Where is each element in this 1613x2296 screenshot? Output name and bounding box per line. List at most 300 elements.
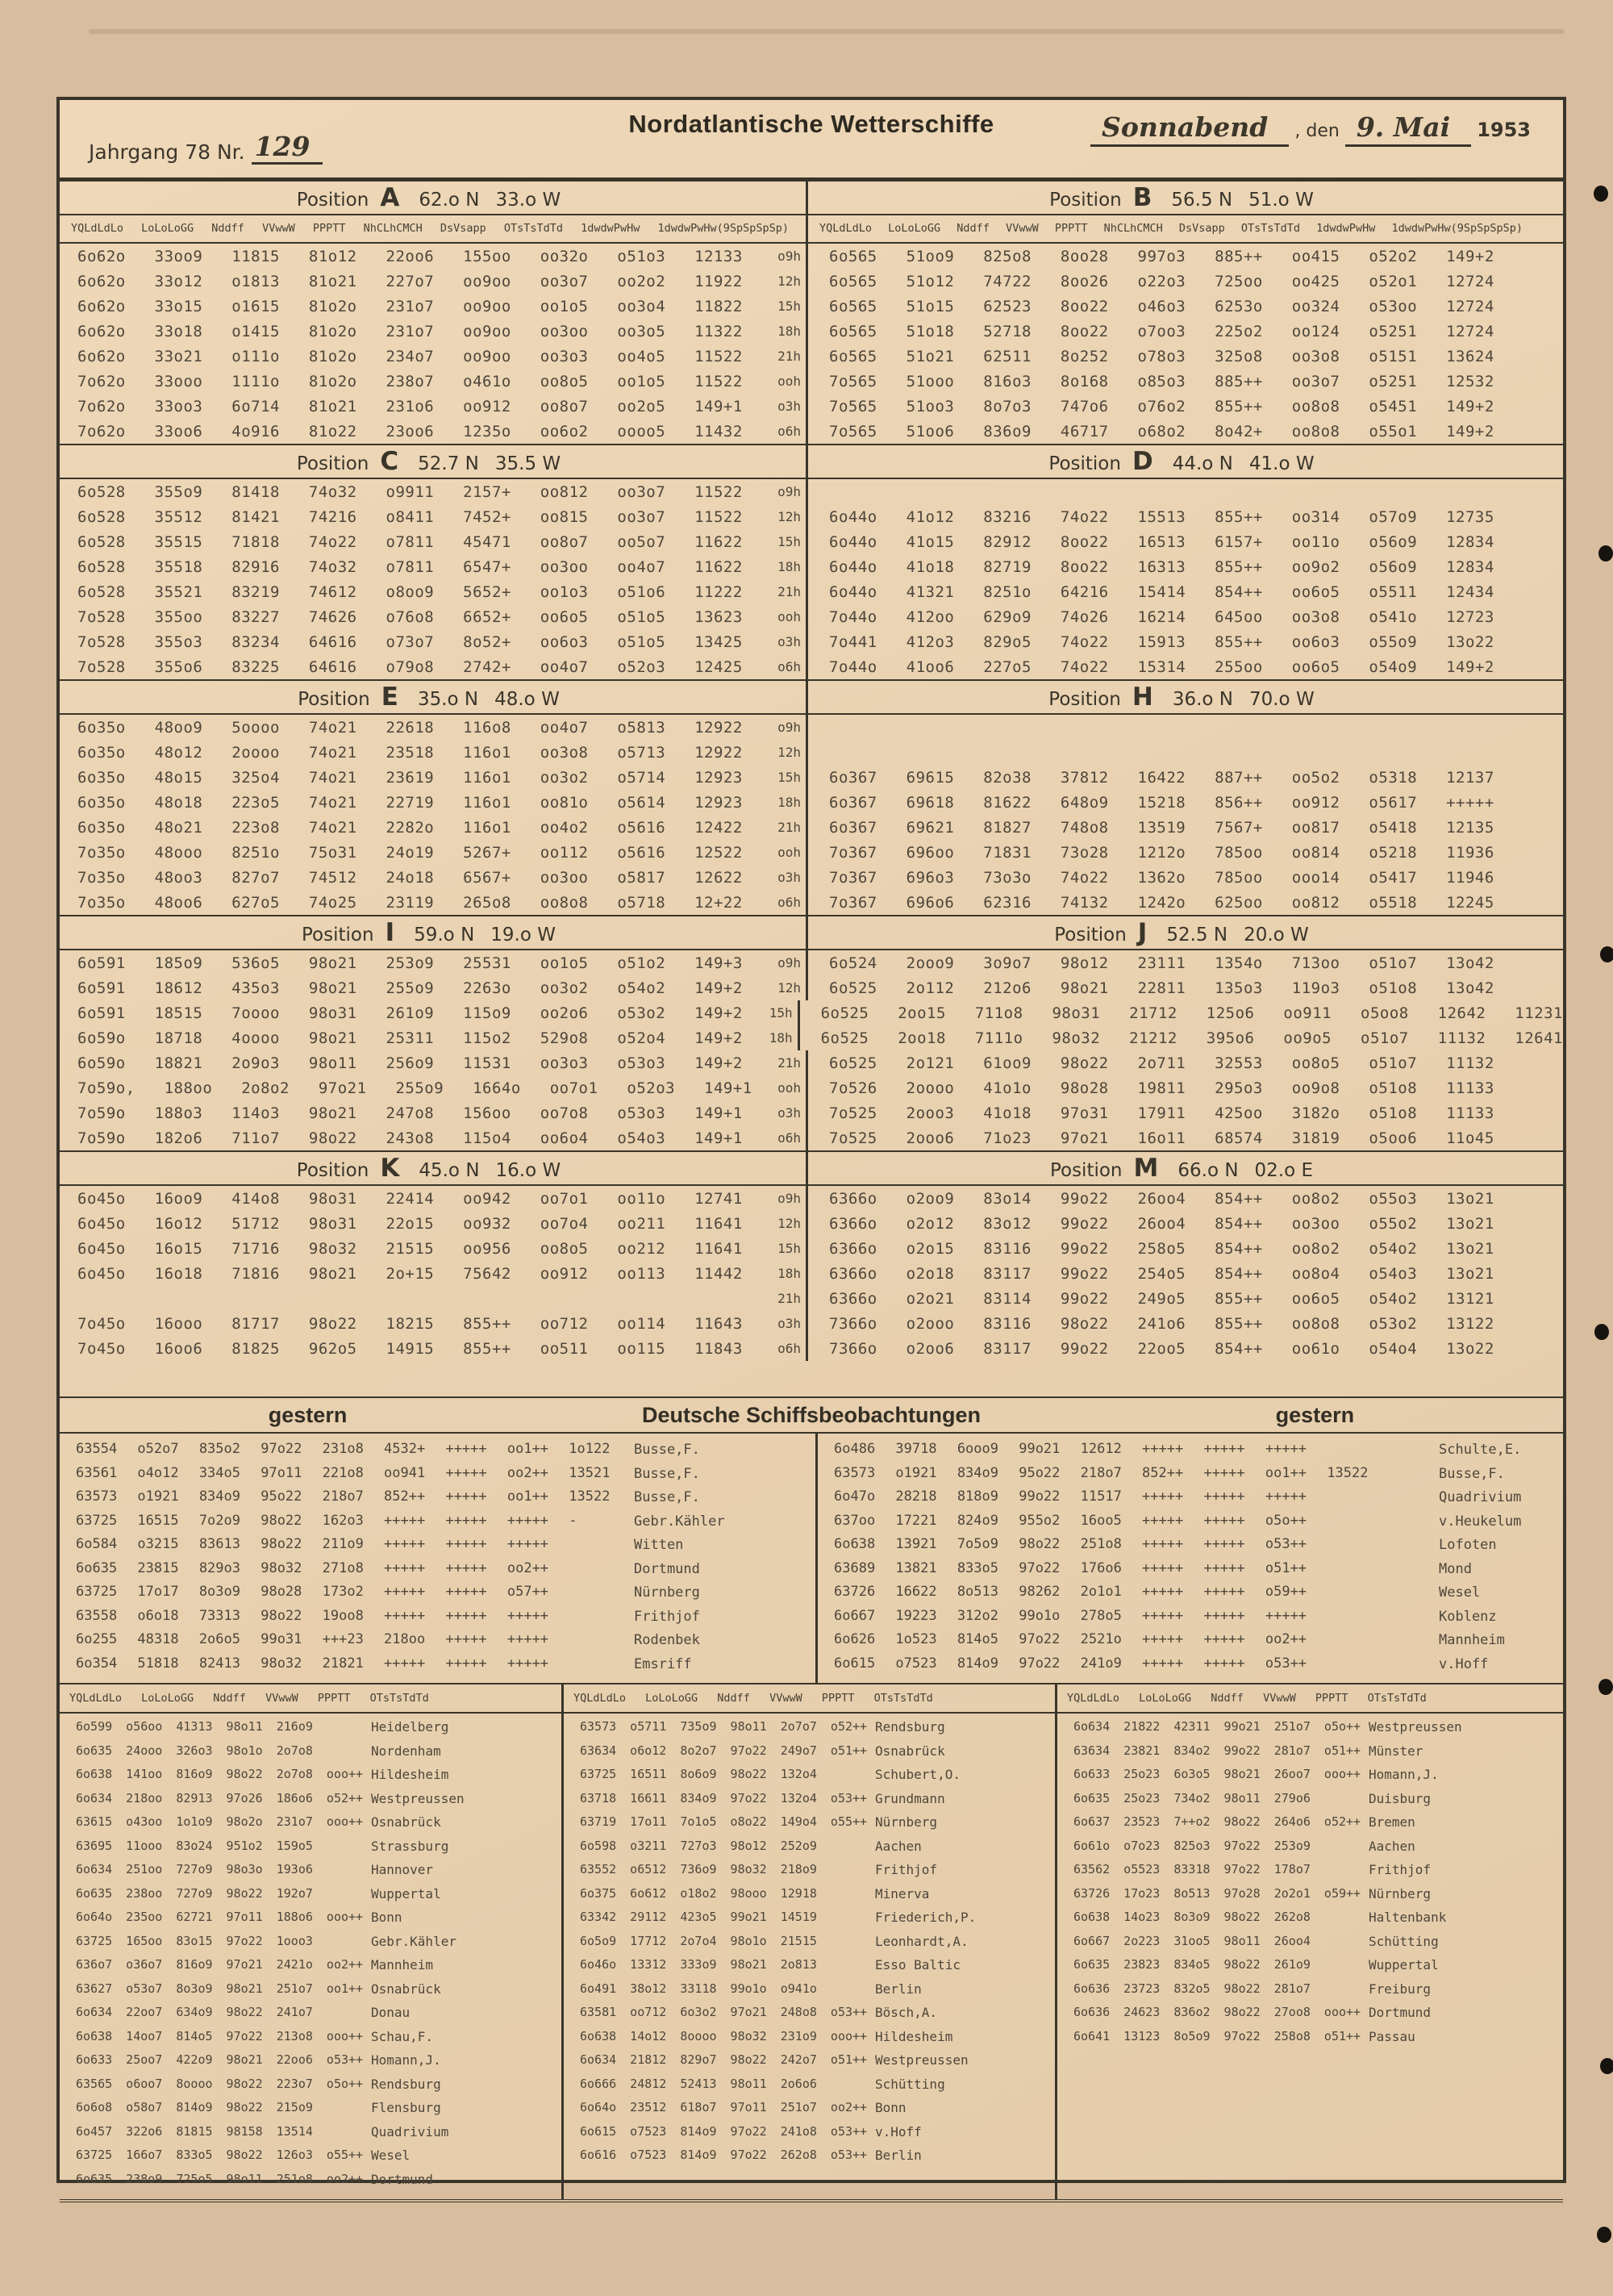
hour-label: 18h <box>777 795 801 810</box>
synop-code-right: 6o525 2o112 212o6 98o21 22811 135o3 119o3 o51o8 13o42 <box>829 979 1494 997</box>
left-observation-cell <box>60 1000 798 1025</box>
ship-observation-row <box>1057 1907 1563 1931</box>
ship-synop-code: 63695 11ooo 83o24 951o2 159o5 <box>76 1838 313 1853</box>
ship-observation-row <box>60 1510 815 1534</box>
ship-synop-code: 63634 23821 834o2 99o22 281o7 o51++ <box>1073 1743 1361 1758</box>
observation-row <box>60 479 1563 504</box>
synop-code-left: 6o591 18612 435o3 98o21 255o9 2263o oo3o2 o54o2 149+2 <box>77 979 743 997</box>
left-observation-cell <box>60 479 806 504</box>
left-observation-cell <box>60 840 806 865</box>
ship-name: Emsriff <box>634 1655 692 1672</box>
ship-synop-code: 63634 o6o12 8o2o7 97o22 249o7 o51++ <box>580 1743 868 1758</box>
station-letter: K <box>380 1154 400 1183</box>
right-observation-cell <box>806 554 1563 579</box>
ship-observation-row <box>60 1605 815 1630</box>
right-observation-cell <box>806 1100 1563 1125</box>
hour-label: o9h <box>777 248 801 264</box>
synop-code-right: 7o565 51oo3 8o7o3 747o6 o76o2 855++ oo8o8 o5451 149+2 <box>829 397 1494 415</box>
position-header-row <box>60 915 1563 950</box>
ship-synop-code: 6o47o 28218 818o9 99o22 11517 +++++ +++++ +++++ <box>834 1488 1307 1505</box>
ship-name: Münster <box>1369 1743 1423 1759</box>
ship-synop-code: 6o615 o7523 814o9 97o22 241o9 +++++ +++++ o53++ <box>834 1655 1307 1672</box>
left-observation-cell <box>60 394 806 419</box>
position-header <box>806 681 1563 713</box>
synop-code-left: 6o528 35512 81421 74216 o8411 7452+ oo815 oo3o7 11522 <box>77 507 743 526</box>
ship-synop-code: 6o636 23723 832o5 98o22 281o7 <box>1073 1981 1311 1996</box>
synop-code-right: 6o565 51o21 62511 8o252 o78o3 325o8 oo3o8 o5151 13624 <box>829 347 1494 365</box>
column-header: YQLdLdLo LoLoLoGG Nddff VVwwW PPPTT OTsTsTdTd <box>561 1684 1055 1712</box>
station-longitude: 33.o W <box>495 190 561 211</box>
observation-row <box>60 1186 1563 1211</box>
synop-code-right: 6o44o 41o18 82719 8oo22 16313 855++ oo9o2 o56o9 12834 <box>829 557 1494 576</box>
left-observation-cell <box>60 715 806 740</box>
right-observation-cell <box>806 765 1563 790</box>
synop-code-right: 6o525 2oo18 7111o 98o32 21212 395o6 oo9o5 o51o7 11132 12641 <box>820 1029 1563 1047</box>
ship-observation-row <box>60 2169 561 2194</box>
ship-observation-row <box>60 1581 815 1605</box>
ship-synop-code: 6o633 25o23 6o3o5 98o21 26oo7 ooo++ <box>1073 1767 1361 1781</box>
ship-observation-row <box>564 1812 1055 1836</box>
left-observation-cell <box>60 269 806 294</box>
ship-synop-code: 63725 16515 7o2o9 98o22 162o3 +++++ +++++ +++++ - <box>76 1512 577 1529</box>
hour-label: 15h <box>777 298 801 314</box>
synop-code-left: 6o35o 48o15 325o4 74o21 23619 116o1 oo3o2 o5714 12923 <box>77 768 743 787</box>
ship-name: Schütting <box>1369 1933 1439 1949</box>
ship-name: Hildesheim <box>875 2028 953 2044</box>
station-longitude: 48.o W <box>494 689 560 710</box>
ship-synop-code: 63719 17o11 7o1o5 o8o22 149o4 o55++ <box>580 1814 868 1829</box>
ship-observation-row <box>60 1717 561 1741</box>
observation-row <box>60 1100 1563 1125</box>
right-observation-cell <box>806 815 1563 840</box>
observation-row <box>60 1125 1563 1150</box>
ship-observation-row <box>60 1463 815 1487</box>
left-observation-cell <box>60 294 806 319</box>
ship-name: Schau,F. <box>371 2028 434 2044</box>
ship-synop-code: 6o599 o56oo 41313 98o11 216o9 <box>76 1719 313 1734</box>
ship-observation-row <box>1057 2027 1563 2051</box>
right-observation-cell <box>806 790 1563 815</box>
ship-name: Leonhardt,A. <box>875 1933 969 1949</box>
ship-synop-code: 6o641 13123 8o5o9 97o22 258o8 o51++ <box>1073 2028 1361 2043</box>
ship-observation-row <box>564 2074 1055 2098</box>
observation-row <box>60 244 1563 269</box>
position-header <box>806 445 1563 478</box>
observation-row <box>60 715 1563 740</box>
observation-row <box>60 1025 1563 1050</box>
ship-observation-row <box>60 1534 815 1558</box>
station-letter: M <box>1133 1154 1159 1183</box>
ship-observation-row <box>818 1486 1563 1510</box>
observation-row <box>60 554 1563 579</box>
ship-observation-row <box>60 1979 561 2003</box>
ship-observation-row <box>1057 1764 1563 1789</box>
hour-label: 15h <box>777 534 801 549</box>
synop-code-right: 7o367 696o6 62316 74132 1242o 625oo oo812 o5518 12245 <box>829 893 1494 912</box>
gestern-label-left: gestern <box>268 1403 348 1427</box>
ship-name: Passau <box>1369 2028 1415 2044</box>
ship-synop-code: 6o616 o7523 814o9 97o22 262o8 o53++ <box>580 2148 868 2162</box>
ship-synop-code: 63725 16511 8o6o9 98o22 132o4 <box>580 1767 817 1781</box>
station-longitude: 35.5 W <box>494 453 561 474</box>
ship-name: Heidelberg <box>371 1719 449 1735</box>
ship-synop-code: 6o635 24ooo 326o3 98o1o 2o7o8 <box>76 1743 313 1758</box>
hour-label: o9h <box>777 720 801 735</box>
station-letter: C <box>380 447 399 476</box>
left-observation-cell <box>60 1075 806 1100</box>
observation-row <box>60 654 1563 679</box>
synop-code-left: 6o591 185o9 536o5 98o21 253o9 25531 oo1o5 o51o2 149+3 <box>77 954 743 972</box>
synop-code-left: 7o59o 182o6 711o7 98o22 243o8 115o4 oo6o4 o54o3 149+1 <box>77 1129 743 1147</box>
ship-name: Quadrivium <box>1439 1489 1522 1505</box>
scan-dot <box>1600 2058 1613 2074</box>
ship-synop-code: 63561 o4o12 334o5 97o11 221o8 oo941 +++++ oo2++ 13521 <box>76 1464 611 1481</box>
ship-observation-row <box>60 1558 815 1582</box>
ship-observation-row <box>60 1931 561 1956</box>
hour-label: 12h <box>777 273 801 289</box>
ship-observation-row <box>564 1789 1055 1813</box>
scan-dot <box>1597 2227 1611 2243</box>
ship-observation-row <box>1057 1741 1563 1765</box>
hour-label: o3h <box>777 870 801 885</box>
ship-synop-code: 6o633 25oo7 422o9 98o21 22oo6 o53++ <box>76 2052 364 2067</box>
hour-label: o6h <box>777 659 801 674</box>
position-header <box>60 182 806 214</box>
synop-code-right: 6o367 69615 82o38 37812 16422 887++ oo5o2 o5318 12137 <box>829 768 1494 787</box>
ship-observation-row <box>564 1884 1055 1908</box>
hour-label: o3h <box>777 634 801 649</box>
right-observation-cell <box>806 269 1563 294</box>
bottom-column-2 <box>561 1714 1055 2199</box>
left-observation-cell <box>60 1311 806 1336</box>
position-label: Position <box>298 689 370 710</box>
ship-observation-row <box>818 1653 1563 1677</box>
left-observation-cell <box>60 890 806 915</box>
ship-observation-row <box>564 2027 1055 2051</box>
hour-label: o6h <box>777 424 801 439</box>
right-observation-cell <box>798 1000 1563 1025</box>
left-observation-cell <box>60 865 806 890</box>
observation-row <box>60 1336 1563 1361</box>
left-observation-cell <box>60 1050 806 1075</box>
ship-name: Busse,F. <box>634 1465 700 1482</box>
synop-code-left: 7o59o 188o3 114o3 98o21 247o8 156oo oo7o8 o53o3 149+1 <box>77 1104 743 1122</box>
ship-name: Gebr.Kähler <box>634 1513 725 1530</box>
ship-observation-row <box>1057 1717 1563 1741</box>
ship-synop-code: 6o666 24812 52413 98o11 2o6o6 <box>580 2076 817 2091</box>
position-label: Position <box>296 190 369 211</box>
observation-row <box>60 840 1563 865</box>
hour-label: o9h <box>777 1191 801 1206</box>
synop-code-right: 6366o o2o21 83114 99o22 249o5 855++ oo6o5 o54o2 13121 <box>829 1289 1494 1308</box>
observation-row <box>60 1211 1563 1236</box>
station-section <box>60 915 1563 1150</box>
ship-observation-row <box>1057 1931 1563 1956</box>
sheet-header <box>60 100 1563 180</box>
ship-name: Bonn <box>371 1910 402 1925</box>
ship-synop-code: 63615 o43oo 1o1o9 98o2o 231o7 ooo++ <box>76 1814 364 1829</box>
ship-name: Mond <box>1439 1560 1472 1577</box>
ship-synop-code: 63562 o5523 83318 97o22 178o7 <box>1073 1862 1311 1876</box>
right-observation-cell <box>806 1211 1563 1236</box>
ship-synop-code: 63558 o6o18 73313 98o22 19oo8 +++++ +++++ +++++ <box>76 1607 549 1624</box>
ship-observation-row <box>564 1955 1055 1979</box>
hour-label: 12h <box>777 980 801 996</box>
weather-report-sheet <box>56 97 1566 2187</box>
right-observation-cell <box>806 715 1563 740</box>
left-observation-cell <box>60 765 806 790</box>
synop-code-left: 6o62o 33o12 o1813 81o21 227o7 oo9oo oo3o7 oo2o2 11922 <box>77 272 743 290</box>
ship-synop-code: 6o491 38o12 33118 99o1o o941o <box>580 1981 817 1996</box>
observation-row <box>60 1261 1563 1286</box>
jahrgang-label: Jahrgang 78 Nr. <box>89 140 245 164</box>
ship-observation-row <box>60 1741 561 1765</box>
synop-code-left: 7o59o, 188oo 2o8o2 97o21 255o9 1664o oo7o1 o52o3 149+1 <box>77 1079 752 1097</box>
ship-synop-code: 63573 o1921 834o9 95o22 218o7 852++ +++++ oo1++ 13522 <box>76 1488 611 1505</box>
station-latitude: 62.o N <box>419 190 480 211</box>
ship-observation-row <box>60 1486 815 1510</box>
ship-synop-code: 63725 165oo 83o15 97o22 1ooo3 <box>76 1933 313 1948</box>
column-header-row <box>60 215 1563 244</box>
ship-name: v.Hoff <box>1439 1655 1489 1672</box>
ship-synop-code: 63552 o6512 736o9 98o32 218o9 <box>580 1862 817 1876</box>
ship-observations-right <box>815 1434 1563 1683</box>
ship-synop-code: 6o598 o3211 727o3 98o12 252o9 <box>580 1838 817 1853</box>
ship-synop-code: 63627 o53o7 8o3o9 98o21 251o7 oo1++ <box>76 1981 364 1996</box>
ship-synop-code: 6o6o8 o58o7 814o9 98o22 215o9 <box>76 2100 313 2114</box>
observation-row <box>60 1050 1563 1075</box>
ship-name: Busse,F. <box>634 1489 700 1505</box>
ship-observation-row <box>1057 1812 1563 1836</box>
position-label: Position <box>1054 925 1127 946</box>
ship-synop-code: 6o636 24623 836o2 98o22 27oo8 ooo++ <box>1073 2005 1361 2019</box>
ship-name: Nürnberg <box>1369 1885 1432 1902</box>
synop-code-right: 6o44o 41o15 82912 8oo22 16513 6157+ oo11o o56o9 12834 <box>829 532 1494 551</box>
synop-code-right: 6366o o2o15 83116 99o22 258o5 854++ oo8o2 o54o2 13o21 <box>829 1239 1494 1258</box>
ship-name: Strassburg <box>371 1838 449 1854</box>
observation-row <box>60 865 1563 890</box>
ship-observation-row <box>1057 1860 1563 1884</box>
observation-row <box>60 319 1563 344</box>
ship-observation-row <box>1057 2002 1563 2027</box>
ship-synop-code: 6o255 48318 2o6o5 99o31 +++23 218oo +++++ +++++ <box>76 1631 549 1647</box>
left-observation-cell <box>60 740 806 765</box>
right-observation-cell <box>806 1286 1563 1311</box>
left-observation-cell <box>60 244 806 269</box>
ship-synop-code: 63725 166o7 833o5 98o22 126o3 o55++ <box>76 2148 364 2162</box>
right-observation-cell <box>806 579 1563 604</box>
ship-observations <box>60 1434 1563 1684</box>
right-observation-cell <box>806 394 1563 419</box>
ship-name: Esso Baltic <box>875 1957 961 1972</box>
ship-name: Bonn <box>875 2100 907 2115</box>
column-header: YQLdLdLo LoLoLoGG Nddff VVwwW PPPTT NhCLhCMCH DsVsapp OTsTsTdTd 1dwdwPwHw 1dwdwPwHw(9SpSpSpSp) <box>71 222 790 235</box>
ship-observation-row <box>818 1629 1563 1653</box>
synop-code-right: 7o565 51oo6 836o9 46717 o68o2 8o42+ oo8o8 o55o1 149+2 <box>829 422 1494 440</box>
ship-observation-row <box>564 2050 1055 2074</box>
ship-synop-code: 6o5o9 17712 2o7o4 98o1o 21515 <box>580 1933 817 1948</box>
observation-row <box>60 790 1563 815</box>
ship-observation-row <box>564 1979 1055 2003</box>
station-letter: J <box>1137 918 1148 947</box>
hour-label: ooh <box>777 845 801 860</box>
ship-synop-code: 63581 oo712 6o3o2 97o21 248o8 o53++ <box>580 2005 868 2019</box>
left-observation-cell <box>60 815 806 840</box>
right-observation-cell <box>806 1311 1563 1336</box>
station-letter: H <box>1132 683 1153 712</box>
ship-name: Rendsburg <box>875 1719 945 1735</box>
ship-name: Berlin <box>875 1981 922 1997</box>
synop-code-left: 6o45o 16o18 71816 98o21 2o+15 75642 oo912 oo113 11442 <box>77 1264 743 1283</box>
left-observation-cell <box>60 1286 806 1311</box>
hour-label: ooh <box>777 609 801 624</box>
right-observation-cell <box>806 1261 1563 1286</box>
ship-synop-code: 6o635 238o9 725o5 98o11 251o8 oo2++ <box>76 2171 364 2186</box>
gestern-band <box>60 1396 1563 1434</box>
observation-row <box>60 344 1563 369</box>
ship-name: Osnabrück <box>371 1981 441 1997</box>
right-observation-cell <box>806 840 1563 865</box>
position-header <box>60 445 806 478</box>
left-observation-cell <box>60 629 806 654</box>
ship-name: Busse,F. <box>1439 1465 1505 1482</box>
ship-synop-code: 63718 16611 834o9 97o22 132o4 o53++ <box>580 1790 868 1805</box>
observation-row <box>60 504 1563 529</box>
left-observation-cell <box>60 790 806 815</box>
left-observation-cell <box>60 319 806 344</box>
ship-synop-code: 6o354 51818 82413 98o32 21821 +++++ +++++ +++++ <box>76 1655 549 1672</box>
schiffsbeobachtungen-label: Deutsche Schiffsbeobachtungen <box>641 1403 982 1427</box>
synop-code-left: 6o35o 48o21 223o8 74o21 2282o 116o1 oo4o2 o5616 12422 <box>77 818 743 837</box>
right-observation-cell <box>806 890 1563 915</box>
ship-synop-code: 6o635 238oo 727o9 98o22 192o7 <box>76 1885 313 1901</box>
right-observation-cell <box>806 244 1563 269</box>
synop-code-right: 7o44o 41oo6 227o5 74o22 15314 255oo oo6o5 o54o9 149+2 <box>829 657 1494 676</box>
synop-code-right: 6o525 2oo15 711o8 98o31 21712 125o6 oo911 o5oo8 12642 11231 <box>820 1004 1563 1022</box>
ship-synop-code: 63725 17o17 8o3o9 98o28 173o2 +++++ +++++ o57++ <box>76 1584 549 1600</box>
station-latitude: 59.o N <box>414 925 475 946</box>
ship-observation-row <box>60 1907 561 1931</box>
synop-code-left: 7o528 355oo 83227 74626 o76o8 6652+ oo6o5 o51o5 13623 <box>77 607 743 626</box>
hour-label: 18h <box>777 324 801 339</box>
ship-observation-row <box>564 1741 1055 1765</box>
observation-row <box>60 1075 1563 1100</box>
position-label: Position <box>1049 1160 1123 1181</box>
ship-synop-code: 63554 o52o7 835o2 97o22 231o8 4532+ +++++ oo1++ 1o122 <box>76 1441 611 1457</box>
right-observation-cell <box>806 369 1563 394</box>
station-section <box>60 679 1563 915</box>
left-observation-cell <box>60 344 806 369</box>
ship-synop-code: 6o634 21812 829o7 98o22 242o7 o51++ <box>580 2052 868 2067</box>
station-latitude: 36.o N <box>1172 689 1233 710</box>
ship-name: Nürnberg <box>875 1814 938 1830</box>
synop-code-right: 7o44o 412oo 629o9 74o26 16214 645oo oo3o8 o541o 12723 <box>829 607 1494 626</box>
observation-row <box>60 394 1563 419</box>
left-observation-cell <box>60 604 806 629</box>
ship-synop-code: 636o7 o36o7 816o9 97o21 2421o oo2++ <box>76 1957 364 1972</box>
page-title: Nordatlantische Wetterschiffe <box>628 110 994 138</box>
hour-label: o3h <box>777 399 801 414</box>
observation-row <box>60 629 1563 654</box>
ship-synop-code: 6o638 14o12 8oooo 98o32 231o9 ooo++ <box>580 2028 868 2043</box>
position-label: Position <box>296 453 369 474</box>
ship-observation-row <box>60 2122 561 2146</box>
hour-label: 18h <box>777 559 801 574</box>
ship-synop-code: 63726 17o23 8o513 97o28 2o2o1 o59++ <box>1073 1885 1361 1901</box>
synop-code-right: 7o565 51ooo 816o3 8o168 o85o3 885++ oo3o7 o5251 12532 <box>829 372 1494 390</box>
right-observation-cell <box>806 344 1563 369</box>
station-letter: B <box>1132 183 1152 212</box>
observation-row <box>60 529 1563 554</box>
synop-code-left: 6o45o 16o12 51712 98o31 22o15 oo932 oo7o4 oo211 11641 <box>77 1214 743 1233</box>
synop-code-right: 6366o o2o12 83o12 99o22 26oo4 854++ oo3oo o55o2 13o21 <box>829 1214 1494 1233</box>
right-observation-cell <box>806 1186 1563 1211</box>
synop-code-left: 6o35o 48oo9 5oooo 74o21 22618 116o8 oo4o7 o5813 12922 <box>77 718 743 737</box>
left-observation-cell <box>60 1100 806 1125</box>
ship-name: Haltenbank <box>1369 1910 1447 1925</box>
synop-code-right: 6o367 69618 81622 648o9 15218 856++ oo912 o5617 +++++ <box>829 793 1494 812</box>
right-observation-cell <box>806 419 1563 444</box>
synop-code-right: 6o367 69621 81827 748o8 13519 7567+ oo817 o5418 12135 <box>829 818 1494 837</box>
station-latitude: 56.5 N <box>1171 190 1233 211</box>
jahrgang-block <box>89 131 323 168</box>
synop-code-left: 7o528 355o3 83234 64616 o73o7 8o52+ oo6o3 o51o5 13425 <box>77 632 743 651</box>
hour-label: 15h <box>777 1241 801 1256</box>
synop-code-left: 6o59o 18718 4oooo 98o21 25311 115o2 529o8 o52o4 149+2 <box>77 1029 743 1047</box>
ship-name: Lofoten <box>1439 1537 1497 1553</box>
ship-observation-row <box>564 1907 1055 1931</box>
position-header-row <box>60 180 1563 215</box>
synop-code-right: 7o441 412o3 829o5 74o22 15913 855++ oo6o3 o55o9 13o22 <box>829 632 1494 651</box>
ship-synop-code: 63342 29112 423o5 99o21 14519 <box>580 1910 817 1924</box>
ship-name: Busse,F. <box>634 1442 700 1458</box>
position-header <box>806 916 1563 949</box>
right-observation-cell <box>806 740 1563 765</box>
station-latitude: 52.7 N <box>418 453 479 474</box>
right-observation-cell <box>806 529 1563 554</box>
synop-code-left: 6o35o 48o18 223o5 74o21 22719 116o1 oo81o o5614 12923 <box>77 793 743 812</box>
ship-name: Mannheim <box>1439 1632 1505 1648</box>
station-letter: E <box>381 683 398 712</box>
ship-observation-row <box>60 2145 561 2169</box>
hour-label: ooh <box>777 374 801 389</box>
ship-synop-code: 6o615 o7523 814o9 97o22 241o8 o53++ <box>580 2123 868 2139</box>
hour-label: 21h <box>777 349 801 364</box>
synop-code-left: 6o62o 33o15 o1615 81o2o 231o7 oo9oo oo1o5 oo3o4 11822 <box>77 297 743 315</box>
station-longitude: 70.o W <box>1248 689 1315 710</box>
ship-synop-code: 6o635 23815 829o3 98o32 271o8 +++++ +++++ oo2++ <box>76 1559 549 1576</box>
scan-dot <box>1600 946 1613 962</box>
ship-name: Westpreussen <box>1369 1719 1462 1735</box>
den-label: , den <box>1294 121 1340 141</box>
issue-number: 129 <box>252 131 323 165</box>
synop-code-right: 7366o o2ooo 83116 98o22 241o6 855++ oo8o8 o53o2 13122 <box>829 1314 1494 1333</box>
scan-dot <box>1594 186 1608 202</box>
ship-synop-code: 6o46o 13312 333o9 98o21 2o813 <box>580 1957 817 1972</box>
observation-row <box>60 604 1563 629</box>
station-section <box>60 444 1563 679</box>
station-latitude: 35.o N <box>417 689 479 710</box>
ship-name: Freiburg <box>1369 1981 1432 1997</box>
synop-code-right: 6o524 2ooo9 3o9o7 98o12 23111 1354o 713oo o51o7 13o42 <box>829 954 1494 972</box>
ship-synop-code: 6o638 13921 7o5o9 98o22 251o8 +++++ +++++ o53++ <box>834 1536 1307 1552</box>
ship-name: Frithjof <box>1369 1862 1432 1877</box>
observation-row <box>60 1311 1563 1336</box>
ship-name: Flensburg <box>371 2100 441 2115</box>
ship-synop-code: 6o667 2o223 31oo5 98o11 26oo4 <box>1073 1933 1311 1948</box>
right-observation-cell <box>806 319 1563 344</box>
station-longitude: 41.o W <box>1248 453 1315 474</box>
